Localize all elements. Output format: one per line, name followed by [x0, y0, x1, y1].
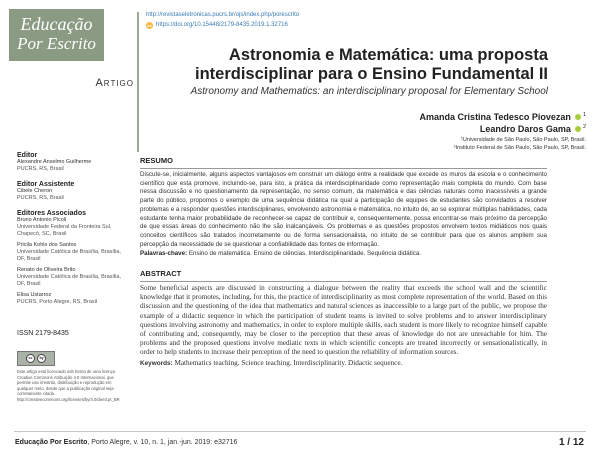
resumo-heading: RESUMO [140, 156, 173, 165]
doi-link[interactable]: https://doi.org/10.15448/2179-8435.2019.1.32716 [156, 22, 288, 28]
author-list [420, 111, 586, 135]
cc-icon: cc [26, 354, 35, 363]
cc-by-icon: by [37, 354, 46, 363]
assistant-editor-affiliation: PUCRS, RS, Brasil [17, 195, 64, 201]
author-entry [420, 123, 586, 135]
logo-line-2: Por Escrito [17, 34, 96, 53]
associate-editor-name: Elisa Ustarroz [17, 292, 52, 298]
assistant-editor-name: Cibele Cheron [17, 188, 53, 194]
keywords-text: Ensino de matemática. Ensino de ciências. Interdisciplinaridade. Sequência didática. [188, 250, 422, 258]
page-number: 1 / 12 [558, 437, 584, 448]
resumo-keywords [140, 250, 547, 259]
abstract-heading: ABSTRACT [140, 269, 182, 279]
journal-logo [9, 9, 104, 61]
abstract-keywords [140, 359, 547, 368]
article-title-english: Astronomy and Mathematics: an interdisciplinary proposal for Elementary School [190, 86, 548, 97]
footer-citation [15, 439, 237, 446]
section-rule [140, 281, 547, 282]
author-name[interactable]: Leandro Daros Gama [479, 124, 571, 134]
header-links [146, 10, 299, 30]
editor-affiliation: PUCRS, RS, Brasil [17, 166, 64, 172]
associate-editor-affiliation: PUCRS, Porto Alegre, RS, Brasil [17, 299, 98, 305]
article-type-label: Artigo [95, 77, 134, 89]
logo-line-1: Educação [20, 14, 93, 34]
keywords-label: Keywords: [140, 359, 173, 367]
journal-site-link[interactable]: http://revistaseletronicas.pucrs.br/ojs/index.php/porescrito [146, 12, 300, 18]
associate-editor-affiliation: Universidade Católica de Brasília, Brasília, DF, Brasil [17, 274, 121, 287]
abstract-text: Some beneficial aspects are discussed in constructing a dialogue between the reality that exceeds the school wall and the scientific knowledge that it promotes, including, for this, the practice of interdisciplinarity as most complete representation of the world. Based on this discussion and the questioning of the idea that mathematics and natural sciences as inaccessible to a large part of the public, we propose the example of a didactic sequence in which the participation of student teams is invited to solve problems and to answer interdisciplinary questions involving astronomy and mathematics, in order to explore multiple skills, each student is more likely to recognize himself capable of contributing and, consequently, may be closer to the perception that these areas of knowledge do not are unreachable for him. The problems and the proposed questions involve mediatic texts in which scientific concepts are treated incorrectly or sensationalistically, in order to help students to increase their perception of the need to question the reliability of information sources. [140, 284, 547, 357]
editor-label: Editor [17, 152, 38, 159]
article-body [140, 156, 547, 368]
issn: ISSN 2179-8435 [17, 330, 69, 337]
author-name[interactable]: Amanda Cristina Tedesco Piovezan [419, 112, 571, 122]
editor-name: Alexandre Anselmo Guilherme [17, 159, 92, 165]
keywords-label: Palavras-chave: [140, 250, 188, 258]
associate-editor-affiliation: Universidade Federal da Fronteira Sul, Chapecó, SC, Brasil [17, 224, 112, 237]
author-affiliation-marker: 1 [582, 112, 586, 118]
assistant-editor-label: Editor Assistente [17, 181, 75, 188]
affiliation-line: ¹Universidade de São Paulo, São Paulo, SP, Brasil. [461, 137, 586, 143]
header-divider [137, 12, 139, 152]
license-text: Este artigo está licenciado sob forma de uma licença Creative Commons Atribuição 4.0 Internacional, que permite uso irrestrito, distribuição e reprodução em qualquer meio, desde que a publicação original seja corretamente citada. http://creativecommons.org/licenses/by/4.0/deed.pt_BR [17, 369, 120, 402]
keywords-text: Mathematics teaching. Science teaching. Interdisciplinarity. Didactic sequence. [174, 358, 403, 367]
associate-editors-label: Editores Associados [17, 210, 86, 217]
orcid-icon[interactable] [575, 114, 581, 120]
footer-journal-name: Educação Por Escrito [15, 439, 88, 446]
affiliation-line: ²Instituto Federal de São Paulo, São Paulo, SP, Brasil. [453, 145, 586, 151]
doi-icon: doi [146, 22, 153, 28]
editorial-sidebar [17, 152, 127, 403]
section-rule [140, 168, 547, 169]
author-entry [420, 111, 586, 123]
author-affiliation-marker: 2 [582, 124, 586, 130]
orcid-icon[interactable] [575, 126, 581, 132]
associate-editor-name: Renato de Oliveira Brito [17, 267, 76, 273]
associate-editor-name: Pricila Kohls dos Santos [17, 242, 77, 248]
footer-rule [14, 431, 586, 432]
footer-citation-details: , Porto Alegre, v. 10, n. 1, jan.-jun. 2019: e32716 [87, 439, 238, 446]
article-title: Astronomia e Matemática: uma proposta interdisciplinar para o Ensino Fundamental II [195, 46, 548, 83]
resumo-text: Discute-se, inicialmente, alguns aspectos vantajosos em construir um diálogo entre a realidade que excede os muros da escola e o conhecimento científico que esta promove, incluindo-se, para isto, a prática da interdisciplinaridade como representação mais completa do mundo. Com base nessa discussão e no questionamento da representação, no senso comum, da matemática e das ciências naturais como inacessíveis a grande parte do público, propomos o exemplo de uma sequência didática na qual a participação de equipes de estudantes são convidados a resolver problemas e a responder questões interdisciplinares, envolvendo astronomia e matemática, no intuito de, ao se explorar múltiplas habilidades, cada estudante tenha maior probabilidade de reconhecer-se capaz de contribuir e, consequentemente, possa encontrar-se mais próximo da percepção de que essas áreas do conhecimento não lhe são inalcançáveis. Os problemas e as questões propostos envolvem textos midiáticos nos quais conceitos científicos são tratados incorretamente ou de forma sensacionalista, no intuito de se contribuir para que os alunos ampliem sua percepção da necessidade de se questionar a confiabilidade das fontes de informação. [140, 171, 547, 248]
creative-commons-badge[interactable] [17, 351, 55, 366]
associate-editor-affiliation: Universidade Católica de Brasília, Brasília, DF, Brasil [17, 249, 121, 262]
associate-editor-name: Bruno Antonio Picoli [17, 217, 67, 223]
affiliations [454, 136, 586, 152]
